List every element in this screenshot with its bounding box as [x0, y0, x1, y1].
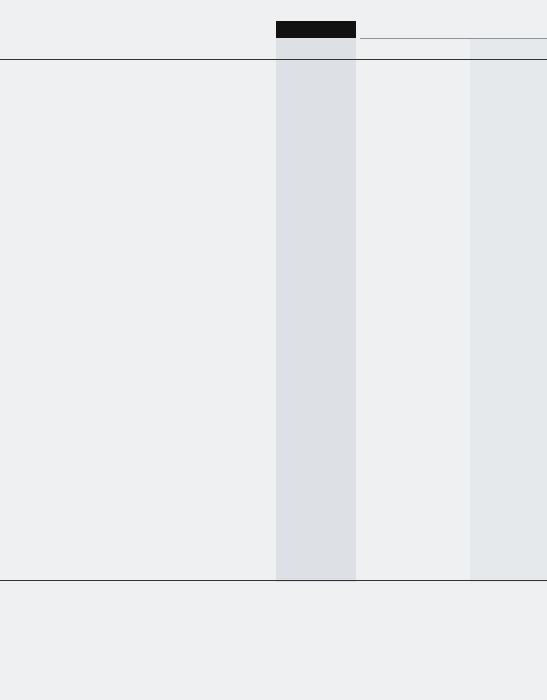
header-date-current: [276, 21, 356, 38]
total-rule: [0, 580, 547, 581]
current-column-shade: [276, 38, 356, 582]
header-bottom-rule: [0, 59, 547, 60]
header-divider-prior: [470, 38, 547, 39]
prior-column-shade: [470, 38, 547, 582]
header-divider: [360, 38, 470, 39]
